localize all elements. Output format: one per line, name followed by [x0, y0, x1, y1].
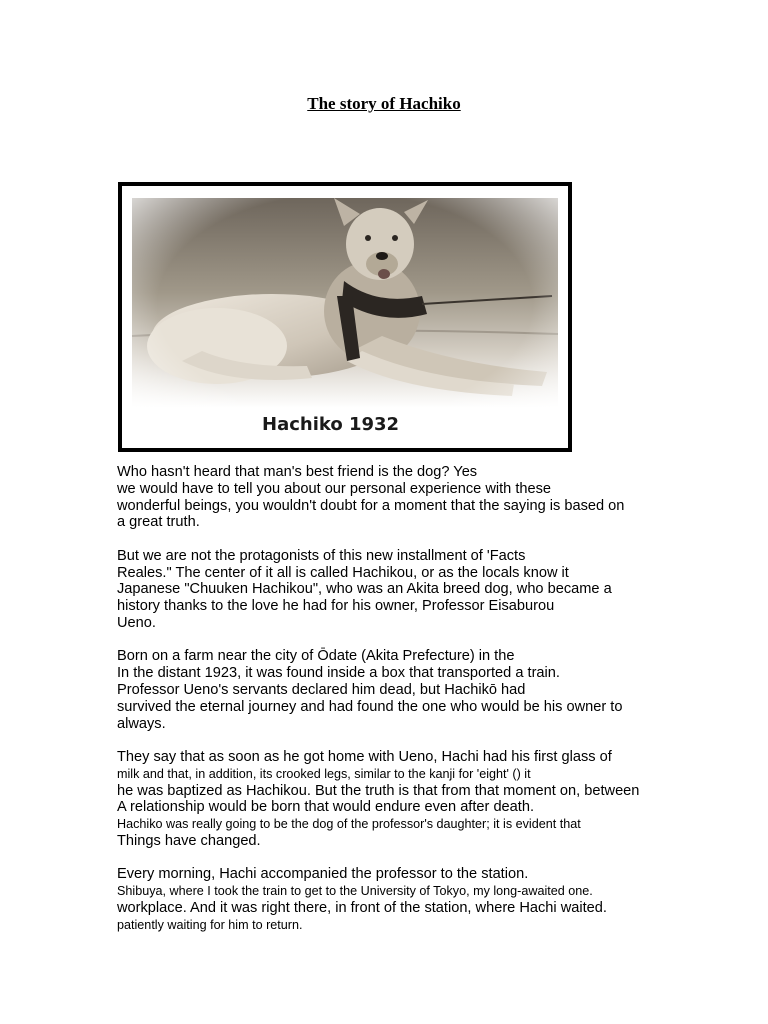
text-line: Reales." The center of it all is called Hachikou, or as the locals know it: [117, 564, 569, 581]
paragraph-5: [117, 866, 677, 933]
paragraph-4: [117, 749, 677, 850]
hachiko-photo: [118, 182, 572, 452]
dog-photo-image: [122, 186, 568, 448]
text-line: A relationship would be born that would endure even after death.: [117, 799, 535, 816]
text-line: Ueno.: [117, 614, 156, 631]
text-line: But we are not the protagonists of this new installment of 'Facts: [117, 547, 526, 564]
text-line: Shibuya, where I took the train to get to the University of Tokyo, my long-awaited one.: [117, 884, 593, 899]
text-line: he was baptized as Hachikou. But the truth is that from that moment on, between: [117, 782, 640, 799]
photo-caption: Hachiko 1932: [262, 414, 400, 435]
text-line: Born on a farm near the city of Ōdate (Akita Prefecture) in the: [117, 648, 515, 665]
text-line: always.: [117, 715, 166, 732]
text-line: Things have changed.: [117, 832, 261, 849]
text-line: history thanks to the love he had for his owner, Professor Eisaburou: [117, 598, 555, 615]
text-line: milk and that, in addition, its crooked legs, similar to the kanji for 'eight' () it: [117, 766, 531, 781]
text-line: wonderful beings, you wouldn't doubt for a moment that the saying is based on: [117, 497, 625, 514]
text-line: Every morning, Hachi accompanied the professor to the station.: [117, 866, 529, 883]
text-line: patiently waiting for him to return.: [117, 917, 303, 932]
paragraph-3: [117, 648, 677, 732]
article-body: [117, 464, 677, 950]
text-line: a great truth.: [117, 514, 200, 531]
text-line: In the distant 1923, it was found inside a box that transported a train.: [117, 665, 560, 682]
text-line: Hachiko was really going to be the dog of the professor's daughter; it is evident that: [117, 817, 581, 832]
text-line: we would have to tell you about our personal experience with these: [117, 480, 552, 497]
text-line: workplace. And it was right there, in front of the station, where Hachi waited.: [117, 899, 607, 916]
text-line: survived the eternal journey and had found the one who would be his owner to: [117, 698, 623, 715]
document-title: [0, 94, 768, 114]
text-line: Who hasn't heard that man's best friend is the dog? Yes: [117, 464, 478, 480]
text-line: They say that as soon as he got home with Ueno, Hachi had his first glass of: [117, 748, 612, 765]
text-line: Japanese "Chuuken Hachikou", who was an Akita breed dog, who became a: [117, 581, 612, 598]
paragraph-2: [117, 548, 677, 632]
title-text: The story of Hachiko: [307, 94, 461, 113]
text-line: Professor Ueno's servants declared him dead, but Hachikō had: [117, 681, 526, 698]
paragraph-1: [117, 464, 677, 531]
